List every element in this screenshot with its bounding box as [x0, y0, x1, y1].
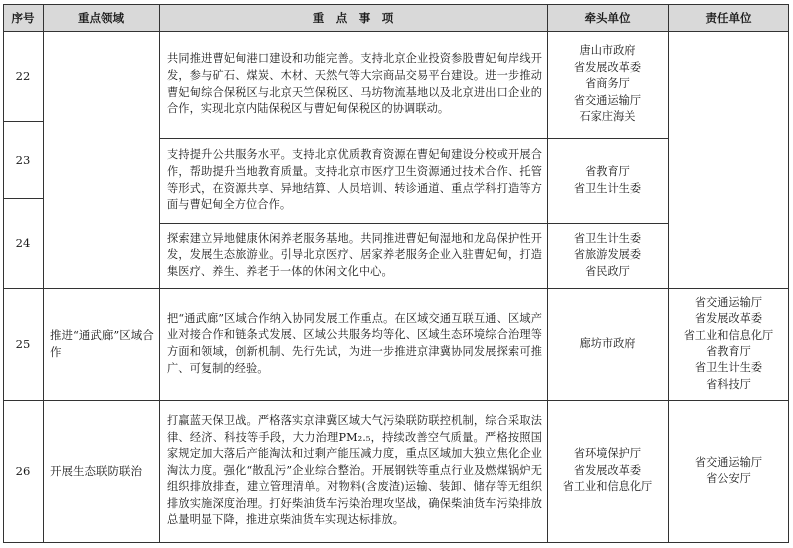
row-26-task: 打赢蓝天保卫战。严格落实京津冀区域大气污染联防联控机制，综合采取法律、经济、科技等手段，大力治理PM₂.₅，持续改善空气质量。严格按照国家规定加大落后产能淘汰和过剩产能压减力度，重点区域加大独立焦化企业淘汰力度。强化“散乱污”企业综合整治。开展钢铁等重点行业及燃煤锅炉无组织排放排查，建立管理清单。对物料(含废渣)运输、装卸、储存等无组织排放实施深度治理。打好柴油货车污染治理攻坚战，确保柴油货车污染排放总量明显下降，推进京柴油货车实现达标排放。 [167, 413, 542, 527]
border-bottom [3, 542, 789, 543]
header-task: 重 点 事 项 [159, 4, 547, 31]
border-right [788, 4, 789, 542]
row-23-lead-units: 省教育厅 省卫生计生委 [573, 165, 642, 195]
row-26-number: 26 [15, 464, 31, 478]
border-row-25-26 [3, 400, 789, 401]
row-25-responsible-units: 省交通运输厅 省发展改革委 省工业和信息化厅 省教育厅 省卫生计生委 省科技厅 [683, 295, 774, 391]
row-26-lead-units: 省环境保护厅 省发展改革委 省工业和信息化厅 [562, 447, 653, 494]
border-top [3, 4, 789, 5]
border-header-bottom [3, 31, 789, 32]
border-col-1 [43, 4, 44, 542]
border-col-3 [547, 4, 548, 542]
row-25-task: 把“通武廊”区域合作纳入协同发展工作重点。在区域交通互联互通、区域产业对接合作和链条式发展、区域公共服务均等化、区域生态环境综合治理等方面和领域，创新机制、先行先试，为进一步推进京津冀协同发展探索可推广、可复制的经验。 [167, 311, 542, 375]
row-25-lead-units: 廊坊市政府 [579, 336, 636, 350]
row-22-lead-units: 唐山市政府 省发展改革委 省商务厅 省交通运输厅 石家庄海关 [573, 44, 642, 124]
header-resp: 责任单位 [668, 4, 789, 31]
row-24-lead-units: 省卫生计生委 省旅游发展委 省民政厅 [573, 231, 642, 278]
row-24-number: 24 [15, 236, 31, 250]
border-seq-22-23 [3, 121, 43, 122]
header-lead: 牵头单位 [547, 4, 668, 31]
row-23-number: 23 [15, 152, 31, 167]
row-22-task: 共同推进曹妃甸港口建设和功能完善。支持北京企业投资参股曹妃甸岸线开发，参与矿石、煤炭、木材、天然气等大宗商品交易平台建设。进一步推动曹妃甸综合保税区与北京天竺保税区、马坊物流基地以及北京进出口企业的合作，实现北京内陆保税区与曹妃甸保税区的协调联动。 [167, 52, 542, 116]
row-25-number: 25 [15, 337, 31, 351]
key-tasks-table [3, 4, 789, 542]
border-seq-23-24 [3, 198, 43, 199]
header-area: 重点领域 [43, 4, 159, 31]
row-22-number: 22 [15, 69, 31, 83]
border-left [3, 4, 4, 542]
border-col-4 [668, 4, 669, 542]
row-25-area: 推进“通武廊”区域合作 [50, 328, 154, 359]
border-row-24-25 [3, 288, 789, 289]
header-seq: 序号 [3, 4, 43, 31]
border-col-2 [159, 4, 160, 542]
border-task-23-24 [159, 223, 668, 224]
border-task-22-23 [159, 138, 668, 139]
row-24-task: 探索建立异地健康休闲养老服务基地。共同推进曹妃甸湿地和龙岛保护性开发，发展生态旅游业。引导北京医疗、居家养老服务企业入驻曹妃甸，打造集医疗、养生、养老于一体的休闲文化中心。 [167, 231, 542, 278]
row-26-area: 开展生态联防联治 [50, 463, 142, 478]
row-23-task: 支持提升公共服务水平。支持北京优质教育资源在曹妃甸建设分校或开展合作，帮助提升当地教育质量。支持北京市医疗卫生资源通过技术合作、托管等形式，在资源共享、异地结算、人员培训、转诊通道、重点学科打造等方面与曹妃甸全方位合作。 [167, 148, 542, 212]
row-26-responsible-units: 省交通运输厅 省公安厅 [694, 455, 763, 485]
